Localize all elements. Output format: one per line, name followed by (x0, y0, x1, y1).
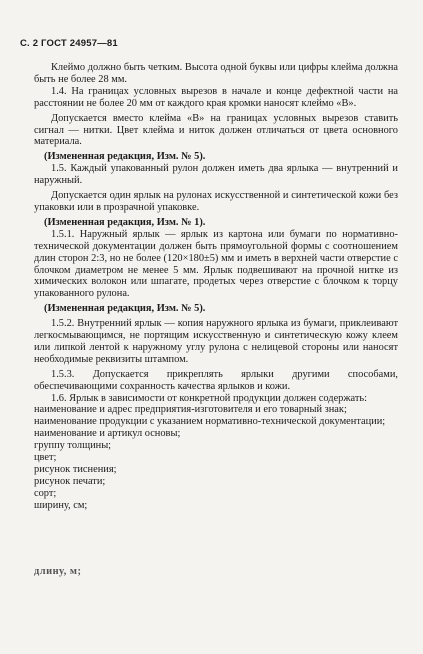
list-item: сорт; (34, 487, 57, 499)
list-item: наименование продукции с указанием нормативно-технической документации; (34, 416, 386, 428)
list-item: наименование и адрес предприятия-изготовителя и его товарный знак; (34, 404, 347, 416)
page-header: С. 2 ГОСТ 24957—81 (20, 38, 118, 49)
paragraph: 1.5.1. Наружный ярлык — ярлык из картона или бумаги по нормативно-технической документации должен быть прямоугольной формы с соотношением длин сторон 2:3, но не более (120×180±5) мм и иметь в верхней части отверстие с блочком диаметром не менее 5 мм. Ярлык подвешивают на прочной нитке из химических волокон или шпагате, продетых через отверстие с блочком к торцу упакованного рулона. (34, 228, 398, 300)
paragraph: Допускается один ярлык на рулонах искусственной и синтетической кожи без упаковки или в прозрачной упаковке. (34, 190, 398, 213)
paragraph: Допускается вместо клейма «В» на границах условных вырезов ставить сигнал — нитки. Цвет клейма и ниток должен отличаться от цвета основного материала. (34, 112, 398, 148)
list-item: рисунок тиснения; (34, 464, 117, 475)
revision-note: (Измененная редакция, Изм. № 5). (44, 303, 206, 315)
revision-note: (Измененная редакция, Изм. № 1). (44, 216, 206, 228)
paragraph: 1.5.3. Допускается прикреплять ярлыки другими способами, обеспечивающими сохранность качества ярлыков и кожи. (34, 368, 398, 392)
paragraph: 1.5.2. Внутренний ярлык — копия наружного ярлыка из бумаги, приклеивают легкосмывающимся, не портящим искусственную и синтетическую кожу клеем или липкой лентой к наружному углу рулона с нелицевой стороны или наносят необходимые реквизиты штампом. (34, 318, 398, 365)
body-text (34, 62, 398, 512)
paragraph: 1.6. Ярлык в зависимости от конкретной продукции должен содержать: (51, 392, 368, 404)
list-item: ширину, см; (34, 499, 88, 511)
list-item: рисунок печати; (34, 475, 106, 487)
list-item: группу толщины; (34, 440, 112, 452)
revision-note: (Измененная редакция, Изм. № 5). (44, 151, 206, 163)
paragraph: 1.5. Каждый упакованный рулон должен иметь два ярлыка — внутренний и наружный. (34, 163, 398, 187)
list-item: цвет; (34, 452, 57, 464)
cut-off-line: длину, м; (34, 566, 82, 577)
paragraph: Клеймо должно быть четким. Высота одной буквы или цифры клейма должна быть не более 28 мм. (34, 62, 398, 85)
paragraph: 1.4. На границах условных вырезов в начале и конце дефектной части на расстоянии не более 20 мм от каждого края кромки наносят клеймо «В». (34, 85, 398, 109)
list-item: наименование и артикул основы; (34, 428, 181, 440)
